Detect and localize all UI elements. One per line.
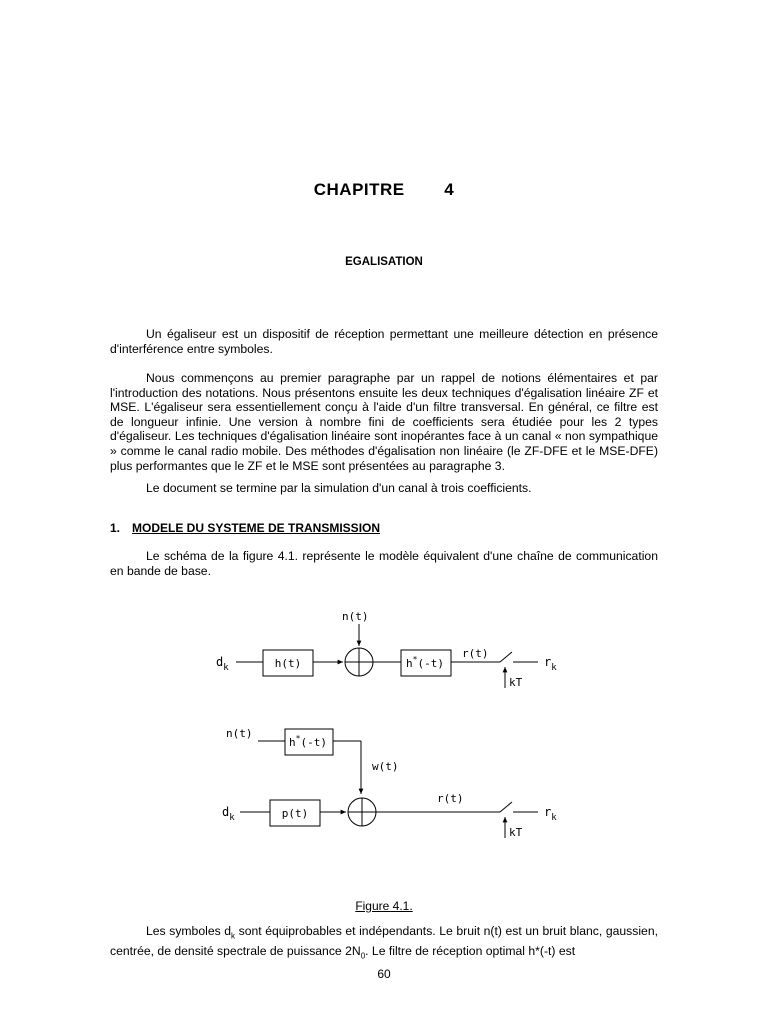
bottom-signal-label: r(t)	[437, 792, 464, 805]
symbols-paragraph: Les symboles $d_k$ sont équiprobables et indépendants. Le bruit n(t) est un bruit blanc, gaussien, centrée, de densité spectrale de puissance $2N_0$. Le filtre de réception optimal h*(-t) est	[110, 924, 658, 961]
chapter-title: CHAPITRE 4	[313, 180, 455, 199]
intro-paragraph: Un égaliseur est un dispositif de réception permettant une meilleure détection en présence d'interférence entre symboles.	[110, 327, 658, 356]
top-block-matched-label: h*(-t)	[406, 655, 444, 670]
model-paragraph: Le schéma de la figure 4.1. représente le modèle équivalent d'une chaîne de communication en bande de base.	[110, 549, 658, 578]
bottom-wt-label: w(t)	[372, 760, 399, 773]
bottom-input-label: $d_k$	[222, 805, 235, 823]
bottom-sampler-switch	[500, 802, 512, 812]
page-number: 60	[377, 967, 391, 981]
bottom-noise-label: n(t)	[226, 727, 253, 740]
top-output-label: $r_k$	[544, 655, 557, 673]
section-title: EGALISATION	[345, 256, 423, 268]
bottom-output-label: $r_k$	[544, 805, 557, 823]
overview-paragraph: Nous commençons au premier paragraphe par un rappel de notions élémentaires et par l'introduction des notations. Nous présentons ensuite les deux techniques d'égalisation linéaire ZF et MSE. L'égaliseur sera essentiellement conçu à l'aide d'un filtre transversal. En général, ce filtre est de longueur infinie. Une version à nombre fini de coefficients sera étudiée pour les 2 types d'égaliseur. Les techniques d'égalisation linéaire sont inopérantes face à un canal « non sympathique » comme le canal radio mobile. Des méthodes d'égalisation non linéaire (le ZF-DFE et le MSE-DFE) plus performantes que le ZF et le MSE sont présentées au paragraphe 3.	[110, 371, 658, 473]
heading-number: 1.	[110, 521, 121, 535]
top-input-label: $d_k$	[216, 655, 229, 673]
top-signal-label: r(t)	[462, 647, 489, 660]
top-block-h-label: h(t)	[274, 657, 302, 670]
bottom-sampler-label: kT	[509, 826, 523, 839]
top-sampler-label: kT	[509, 676, 523, 689]
top-noise-label: n(t)	[342, 610, 369, 623]
closing-paragraph: Le document se termine par la simulation d'un canal à trois coefficients.	[146, 481, 532, 495]
bottom-block-p-label: p(t)	[281, 807, 309, 820]
heading-text: MODELE DU SYSTEME DE TRANSMISSION	[132, 521, 381, 535]
bottom-block-noise-label: h*(-t)	[289, 734, 327, 749]
figure-caption: Figure 4.1.	[355, 899, 413, 913]
top-sampler-switch	[500, 652, 512, 662]
